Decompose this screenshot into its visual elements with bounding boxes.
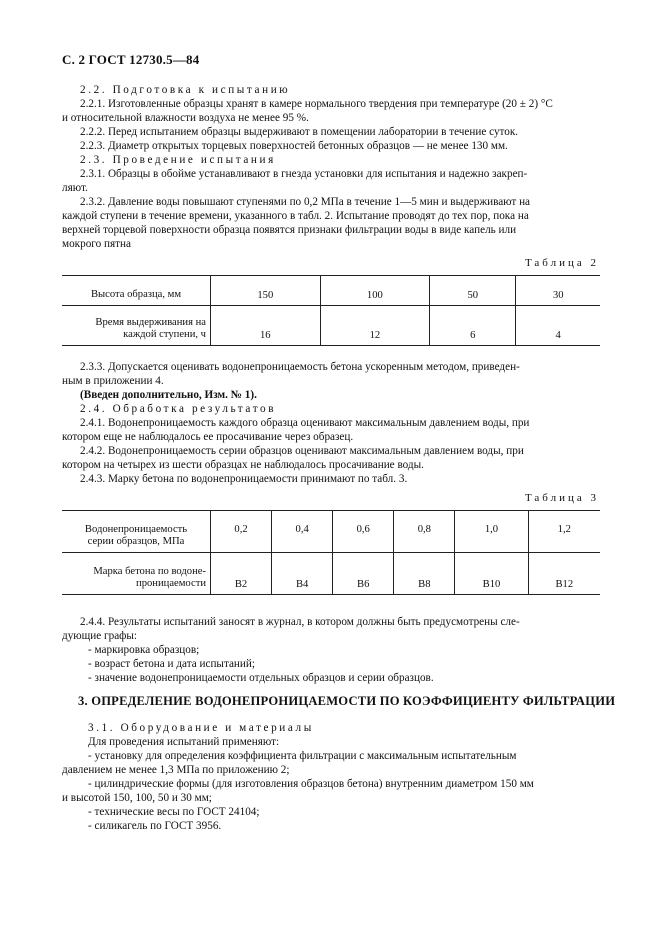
table-2-caption: Таблица 2: [524, 257, 599, 269]
table-3-caption: Таблица 3: [524, 492, 599, 504]
table-cell: В8: [394, 553, 455, 595]
table-cell: 0,8: [394, 511, 455, 553]
table-cell: 30: [516, 276, 600, 306]
para-2-3-2a: 2.3.2. Давление воды повышают ступенями по 0,2 МПа в течение 1—5 мин и выдерживают на: [80, 196, 531, 208]
table-cell: В4: [272, 553, 333, 595]
table-2: [62, 275, 600, 346]
para-3-1-intro: Для проведения испытаний применяют:: [88, 736, 280, 748]
list-item: - силикагель по ГОСТ 3956.: [88, 820, 222, 832]
para-2-3-2c: верхней торцевой поверхности образца появятся признаки фильтрации воды в виде капель или: [62, 224, 517, 236]
label-line: каждой ступени, ч: [123, 329, 206, 340]
table-3-row-pressure: [62, 511, 600, 553]
label-line: проницаемости: [136, 578, 206, 589]
table-cell: 16: [211, 306, 321, 346]
section-3-heading: 3. ОПРЕДЕЛЕНИЕ ВОДОНЕПРОНИЦАЕМОСТИ ПО КОЭФФИЦИЕНТУ ФИЛЬТРАЦИИ: [78, 694, 616, 708]
para-2-4-2a: 2.4.2. Водонепроницаемость серии образцов оценивают максимальным давлением воды, при: [80, 445, 524, 457]
table-cell: 12: [320, 306, 430, 346]
table-cell: 0,2: [211, 511, 272, 553]
table-cell: В10: [455, 553, 528, 595]
para-2-3-1b: ляют.: [62, 182, 88, 194]
label-line: Марка бетона по водоне-: [93, 566, 206, 577]
table-3: [62, 510, 600, 595]
table-2-label-time: [62, 306, 211, 346]
table-3-label-grade: [62, 553, 211, 595]
list-item: - цилиндрические формы (для изготовления образцов бетона) внутренним диаметром 150 мм: [88, 778, 534, 790]
para-2-2-1a: 2.2.1. Изготовленные образцы хранят в камере нормального твердения при температуре (20 ± 2) °С: [80, 98, 553, 110]
para-2-4-1b: котором еще не наблюдалось ее просачивание через образец.: [62, 431, 354, 443]
para-2-4-4a: 2.4.4. Результаты испытаний заносят в журнал, в котором должны быть предусмотрены сле-: [80, 616, 520, 628]
para-2-2-3: 2.2.3. Диаметр открытых торцевых поверхностей бетонных образцов — не менее 130 мм.: [80, 140, 508, 152]
table-cell: 0,4: [272, 511, 333, 553]
para-2-4-3: 2.4.3. Марку бетона по водонепроницаемости принимают по табл. 3.: [80, 473, 408, 485]
para-2-2-2: 2.2.2. Перед испытанием образцы выдерживают в помещении лаборатории в течение суток.: [80, 126, 519, 138]
table-cell: 150: [211, 276, 321, 306]
para-2-3-3b: ным в приложении 4.: [62, 375, 164, 387]
table-3-label-pressure: [62, 511, 211, 553]
table-cell: 4: [516, 306, 600, 346]
table-2-row-time: [62, 306, 600, 346]
table-cell: 1,2: [528, 511, 600, 553]
para-2-2-1b: и относительной влажности воздуха не менее 95 %.: [62, 112, 309, 124]
para-2-4-1a: 2.4.1. Водонепроницаемость каждого образца оценивают максимальным давлением воды, при: [80, 417, 530, 429]
table-cell: 0,6: [333, 511, 394, 553]
label-line: Время выдерживания на: [95, 317, 206, 328]
section-title-2-4: 2.4. Обработка результатов: [80, 403, 277, 415]
list-item: - значение водонепроницаемости отдельных образцов и серии образцов.: [88, 672, 434, 684]
table-2-label-height: Высота образца, мм: [62, 276, 211, 306]
list-item-cont: давлением не менее 1,3 МПа по приложению 2;: [62, 764, 290, 776]
table-3-row-grade: [62, 553, 600, 595]
label-line: Водонепроницаемость: [84, 524, 188, 535]
list-item: - возраст бетона и дата испытаний;: [88, 658, 256, 670]
para-2-4-4b: дующие графы:: [62, 630, 138, 642]
table-cell: В6: [333, 553, 394, 595]
section-title-2-3: 2.3. Проведение испытания: [80, 154, 276, 166]
section-title-3-1: 3.1. Оборудование и материалы: [88, 722, 314, 734]
added-note: (Введен дополнительно, Изм. № 1).: [80, 389, 257, 401]
table-cell: В12: [528, 553, 600, 595]
para-2-3-1a: 2.3.1. Образцы в обойме устанавливают в гнезда установки для испытания и надежно закреп-: [80, 168, 528, 180]
list-item: - маркировка образцов;: [88, 644, 200, 656]
para-2-3-2b: каждой ступени в течение времени, указанного в табл. 2. Испытание проводят до тех пор, пока на: [62, 210, 529, 222]
list-item-cont: и высотой 150, 100, 50 и 30 мм;: [62, 792, 212, 804]
para-2-3-3a: 2.3.3. Допускается оценивать водонепроницаемость бетона ускоренным методом, приведен-: [80, 361, 520, 373]
table-2-row-height: [62, 276, 600, 306]
table-cell: В2: [211, 553, 272, 595]
list-item: - технические весы по ГОСТ 24104;: [88, 806, 260, 818]
page-header: С. 2 ГОСТ 12730.5—84: [62, 52, 200, 67]
table-cell: 1,0: [455, 511, 528, 553]
table-cell: 6: [430, 306, 516, 346]
section-title-2-2: 2.2. Подготовка к испытанию: [80, 84, 291, 96]
table-cell: 100: [320, 276, 430, 306]
table-cell: 50: [430, 276, 516, 306]
label-line: серии образцов, МПа: [87, 536, 185, 547]
para-2-3-2d: мокрого пятна: [62, 238, 131, 250]
list-item: - установку для определения коэффициента фильтрации с максимальным испытательным: [88, 750, 517, 762]
para-2-4-2b: котором на четырех из шести образцах не наблюдалось просачивание воды.: [62, 459, 424, 471]
